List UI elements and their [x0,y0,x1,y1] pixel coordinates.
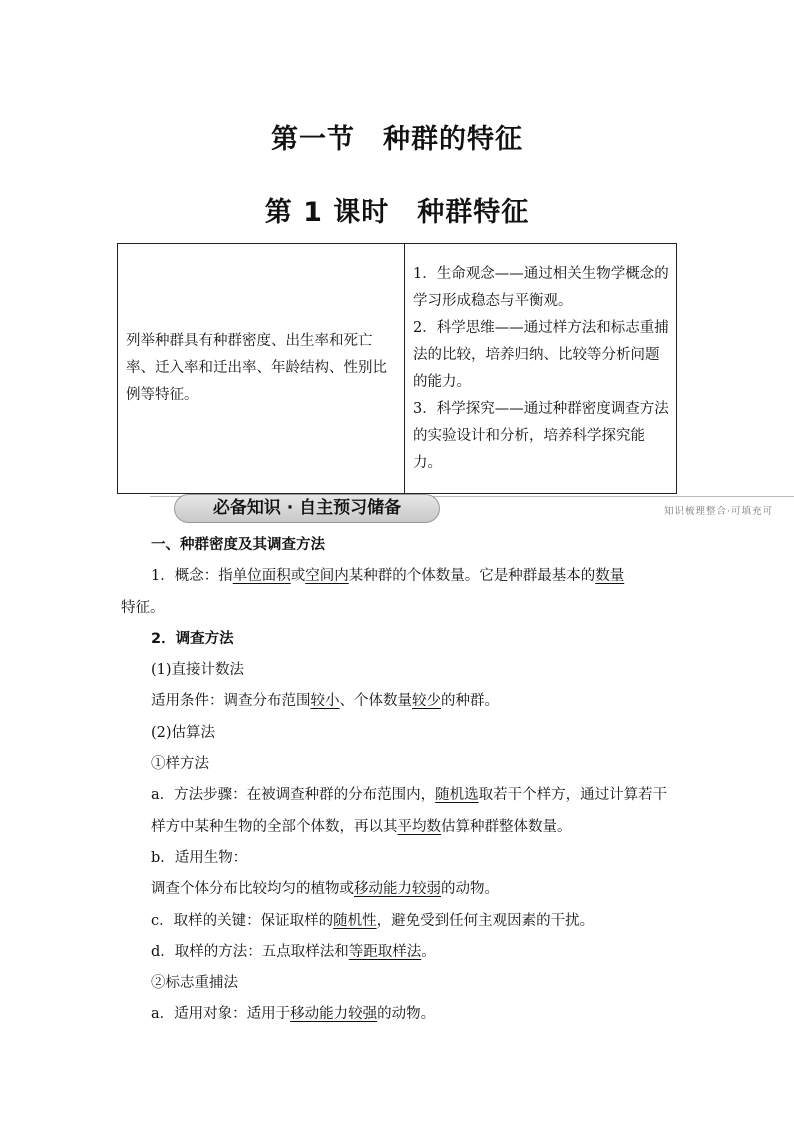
answer-blank: 较小 [310,693,340,710]
subsection-heading: 2．调查方法 [151,630,234,647]
answer-blank: 移动能力较弱 [354,881,441,898]
literacy-item: 3．科学探究——通过种群密度调查方法的实验设计和分析，培养科学探究能力。 [413,400,669,471]
lesson-title: 第 1 课时 种群特征 [264,197,530,228]
subsection-heading: ②标志重捕法 [151,975,238,992]
answer-blank: 等距取样法 [348,943,422,960]
mark-recapture-paragraph: a．适用对象：适用于移动能力较强的动物。 [151,1006,436,1023]
literacy-item: 1．生命观念——通过相关生物学概念的学习形成稳态与平衡观。 [413,265,669,309]
concept-paragraph: 1．概念：指单位面积或空间内某种群的个体数量。它是种群最基本的数量 特征。 [121,568,625,616]
quadrat-method-paragraph: d．取样的方法：五点取样法和等距取样法。 [151,943,436,960]
section-title: 第一节 种群的特征 [271,124,523,155]
answer-blank: 数量 [595,568,625,585]
curriculum-requirement-cell: 列举种群具有种群密度、出生率和死亡率、迁入率和迁出率、年龄结构、性别比例等特征。 [118,244,405,494]
answer-blank: 较少 [412,693,441,710]
subsection-heading: (2)估算法 [151,724,216,741]
banner-side-note: 知识梳理整合·可填充可 [664,506,774,517]
subsection-heading: ①样方法 [151,756,209,773]
direct-count-paragraph: 适用条件：调查分布范围较小、个体数量较少的种群。 [151,693,499,710]
section-banner: 必备知识 · 自主预习储备 [174,494,440,523]
answer-blank: 单位面积 [232,568,291,585]
quadrat-steps-paragraph: a．方法步骤：在被调查种群的分布范围内，随机选取若干个样方，通过计算若干样方中某种生物的全部个体数，再以其平均数估算种群整体数量。 [151,787,668,835]
answer-blank: 空间内 [305,568,349,585]
answer-blank: 随机选 [435,787,479,804]
literacy-item: 2．科学思维——通过样方法和标志重捕法的比较，培养归纳、比较等分析问题的能力。 [413,319,669,390]
subsection-heading: (1)直接计数法 [151,662,245,679]
list-item: b．适用生物： [151,849,248,866]
learning-goals-table [117,243,677,494]
section-heading: 一、种群密度及其调查方法 [151,537,325,553]
answer-blank: 移动能力较强 [290,1006,378,1023]
answer-blank: 平均数 [397,818,441,835]
quadrat-key-paragraph: c．取样的关键：保证取样的随机性，避免受到任何主观因素的干扰。 [151,912,595,929]
quadrat-organisms-paragraph: 调查个体分布比较均匀的植物或移动能力较弱的动物。 [151,881,499,898]
main-content [121,530,681,1031]
answer-blank: 随机性 [333,912,377,929]
core-literacy-cell [405,244,677,494]
